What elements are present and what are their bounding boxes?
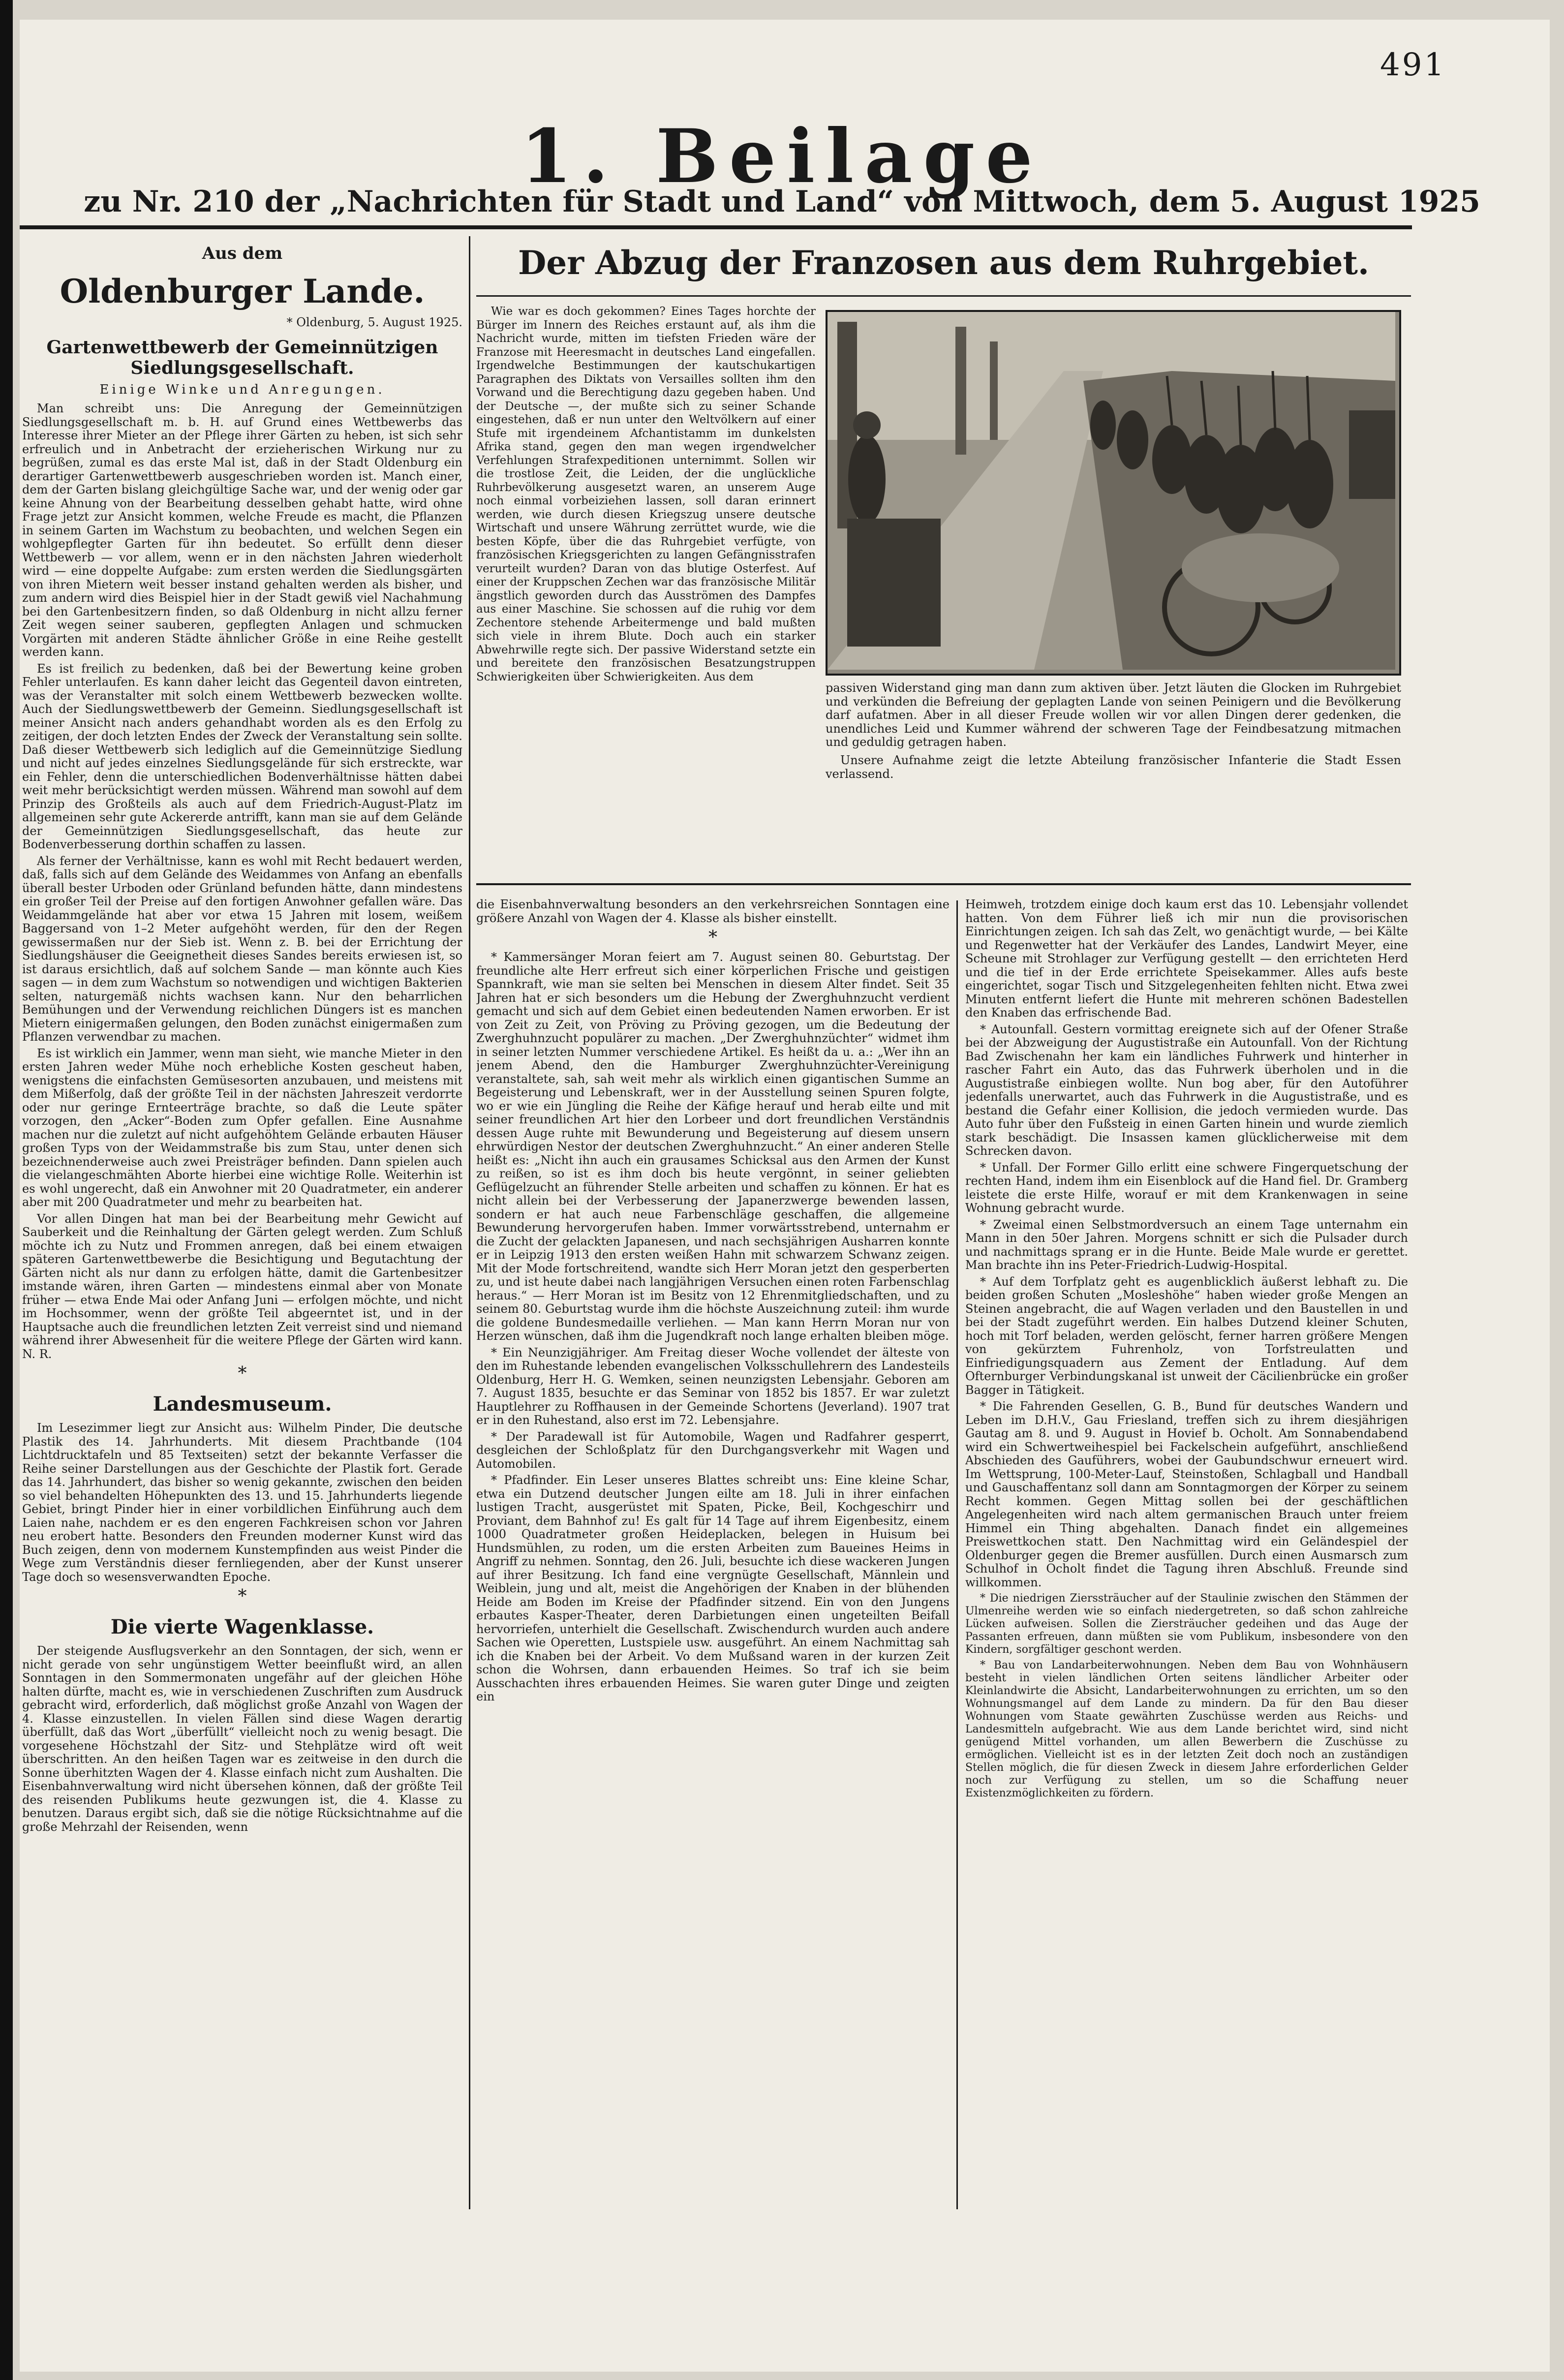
regional-section-title: Oldenburger Lande. bbox=[60, 272, 425, 310]
right-paragraph-gesellen: * Die Fahrenden Gesellen, G. B., Bund für deutsches Wandern und Leben im D.H.V., Gau Friesland, treffen sich zu ihrem diesjährigen Gautag am 8. und 9. August in Hovief b. Ocholt. Am Sonnabendabend wird ein Schwertweihespiel bei Fackelschein aufgeführt, anschließend Abschieden des Gauführers, wobei der Gaubundschwur erneuert wird. Im Wettsprung, 100-Meter-Lauf, Steinstoßen, Schlagball und Handball und Gauschaffentanz soll dann am Sonntagmorgen der Körper zu seinem Recht kommen. Gegen Mittag sollen bei der geschäftlichen Angelegenheiten wird nach altem germanischen Brauch unter freiem Himmel ein Thing abgehalten. Danach findet ein allgemeines Preiswettkochen statt. Den Nachmittag wird ein Geländespiel der Oldenburger gegen die Bremer ausfüllen. Durch einen Ausmarsch zum Schulhof in Ocholt findet die Tagung ihren Abschluß. Freunde sind willkommen. bbox=[965, 1399, 1408, 1589]
dateline: * Oldenburg, 5. August 1925. bbox=[286, 315, 462, 329]
feature-paragraph-1: Wie war es doch gekommen? Eines Tages horchte der Bürger im Innern des Reiches erstaunt auf, als ihm die Nachricht wurde, mitten im tiefsten Frieden wäre der Franzose mit Heeresmacht in deutsches Land eingefallen. Irgendwelche Bestimmungen der kautschukartigen Paragraphen des Diktats von Versailles sollten ihm den Vorwand und die Berechtigung dazu gegeben haben. Und der Deutsche —, der mußte sich zu seiner Schande eingestehen, daß er nun unter den Weltvölkern auf einer Stufe mit irgendeinem Afchantistamm im dunkelsten Afrika stand, gegen den man wegen irgendwelcher Verfehlungen Strafexpeditionen unternimmt. Sollen wir die trostlose Zeit, die Leiden, der die unglückliche Ruhrbevölkerung ausgesetzt waren, an unserem Auge noch einmal vorbeiziehen lassen, soll daran erinnert werden, wie durch diesen Kriegszug unsere deutsche Wirtschaft und unsere Währung zerrüttet wurde, wie die besten Köpfe, über die das Ruhrgebiet verfügte, von französischen Kriegsgerichten zu langen Gefängnisstrafen verurteilt wurden? Daran von das blutige Osterfest. Auf einer der Kruppschen Zechen war das französische Militär ängstlich geworden durch das Ausströmen des Dampfes aus einer Maschine. Sie schossen auf die ruhig vor dem Zechentore stehende Arbeitermenge und bald mußten sich viele in ihrem Blute. Doch auch ein starker Abwehrwille regte sich. Der passive Widerstand setzte ein und bereitete den französischen Besatzungstruppen Schwierigkeiten über Schwierigkeiten. Aus dem bbox=[476, 305, 816, 683]
right-paragraph-unfall: * Unfall. Der Former Gillo erlitt eine schwere Fingerquetschung der rechten Hand, indem ihm ein Eisenblock auf die Hand fiel. Dr. Gramberg leistete die erste Hilfe, worauf er mit dem Krankenwagen in seine Wohnung gebracht wurde. bbox=[965, 1160, 1408, 1215]
wagenklasse-paragraph-1: Der steigende Ausflugsverkehr an den Sonntagen, der sich, wenn er nicht gerade von sehr ungünstigem Wetter beeinflußt wird, an allen Sonntagen in den Sommermonaten ungefähr auf der gleichen Höhe halten dürfte, macht es, wie in verschiedenen Zuschriften zum Ausdruck gebracht wird, erforderlich, daß möglichst große Anzahl von Wagen der 4. Klasse einzustellen. In vielen Fällen sind diese Wagen derartig überfüllt, daß das Wort „überfüllt“ vielleicht noch zu wenig besagt. Die vorgesehene Höchstzahl der Sitz- und Stehplätze wird oft weit überschritten. An den heißen Tagen war es zeitweise in den durch die Sonne überhitzten Wagen der 4. Klasse einfach nicht zum Aushalten. Die Eisenbahnverwaltung wird nicht übersehen können, daß der größte Teil des reisenden Publikums heute gezwungen ist, die 4. Klasse zu benutzen. Daraus ergibt sich, daß sie die nötige Rücksichtnahme auf die große Mehrzahl der Reisenden, wenn bbox=[22, 1644, 462, 1834]
article-title-garden: Gartenwettbewerb der Gemeinnützigen Siedlungsgesellschaft. bbox=[46, 337, 438, 378]
regional-kicker: Aus dem bbox=[202, 244, 283, 263]
article-title-wagenklasse: Die vierte Wagenklasse. bbox=[110, 1615, 374, 1638]
column-divider-center bbox=[956, 900, 958, 2209]
article-subtitle-garden: Einige Winke und Anregungen. bbox=[99, 382, 385, 397]
separator-star: * bbox=[708, 927, 717, 948]
separator-star: * bbox=[238, 1363, 247, 1384]
photo-caption: Unsere Aufnahme zeigt die letzte Abteilung französischer Infanterie die Stadt Essen verlassend. bbox=[826, 753, 1401, 781]
right-paragraph-torfplatz: * Auf dem Torfplatz geht es augenblicklich äußerst lebhaft zu. Die beiden großen Schuten „Mosleshöhe“ haben wieder große Mengen an Steinen angebracht, die auf Wagen verladen und den Baustellen in und bei der Stadt zugeführt werden. Ein halbes Dutzend kleiner Schuten, hoch mit Torf beladen, werden gelöscht, ferner harren größere Mengen von gekürztem Fuhrenholz, von Torfstreulatten und Einfriedigungsquadern aus Zement der Entladung. Auf dem Ofternburger Verbindungskanal ist unweit der Cäcilienbrücke ein großer Bagger in Tätigkeit. bbox=[965, 1274, 1408, 1397]
right-paragraph-selbstmord: * Zweimal einen Selbstmordversuch an einem Tage unternahm ein Mann in den 50er Jahren. Morgens schnitt er sich die Pulsader durch und nachmittags sprang er in die Hunte. Beide Male wurde er gerettet. Man brachte ihn ins Peter-Friedrich-Ludwig-Hospital. bbox=[965, 1217, 1408, 1272]
column-divider-left bbox=[469, 236, 470, 2209]
center-paragraph-neunzig: * Ein Neunzigjähriger. Am Freitag dieser Woche vollendet der älteste von den im Ruhestande lebenden evangelischen Volksschullehrern des Landesteils Oldenburg, Herr H. G. Wemken, seinen neunzigsten Lebensjahr. Geboren am 7. August 1835, besuchte er das Seminar von 1852 bis 1857. Er war zuletzt Hauptlehrer zu Roffhausen in der Gemeinde Schortens (Jeverland). 1907 trat er in den Ruhestand, also erst im 72. Lebensjahre. bbox=[476, 1345, 950, 1427]
feature-bottom-rule bbox=[476, 883, 1411, 885]
center-paragraph-moran: * Kammersänger Moran feiert am 7. August seinen 80. Geburtstag. Der freundliche alte Herr erfreut sich einer körperlichen Frische und geistigen Spannkraft, wie man sie selten bei Menschen in diesem Alter findet. Seit 35 Jahren hat er sich besonders um die Hebung der Zwerghuhnzucht verdient gemacht und sich auf dem Gebiet einen bedeutenden Namen erworben. Er ist von Zeit zu Zeit, von Pröving zu Pröving gezogen, um die Bedeutung der Zwerghuhnzucht populärer zu machen. „Der Zwerghuhnzüchter“ widmet ihm in seiner letzten Nummer verschiedene Artikel. Es heißt da u. a.: „Wer ihn an jenem Abend, den die Hamburger Zwerghuhnzüchter-Vereinigung veranstaltete, sah, sah weit mehr als wirklich einen gigantischen Summe an Begeisterung und Lebenskraft, wer in der Ausstellung seinen Spuren folgte, wo er wie ein Jüngling die Reihe der Käfige herauf und herab eilte und mit seiner freundlichen Art hier den Lorbeer und dort freundlichen Verständnis dessen Auge ruhte mit Bewunderung und Begeisterung auf diesem unsern ehrwürdigen Nestor der deutschen Zwerghuhnzucht.“ An einer anderen Stelle heißt es: „Nicht ihn auch ein grausames Schicksal aus den Armen der Kunst zu reißen, so ist es ihm doch bis heute vergönnt, in seiner geliebten Geflügelzucht an führender Stelle arbeiten und schaffen zu können. Er hat es nicht allein bei der Verbesserung der Japanerzwerge bewenden lassen, sondern er hat auch neue Farbenschläge geschaffen, die allgemeine Bewunderung hervorgerufen haben. Immer vorwärtsstrebend, unternahm er die Zucht der gelackten Japanesen, und nach sechsjährigen Ausharren konnte er in Leipzig 1913 den ersten weißen Hahn mit schwarzem Schwanz zeigen. Mit der Mode fortschreitend, wandte sich Herr Moran jetzt den gesperberten zu, und ist heute dabei nach langjährigen Versuchen einen roten Farbenschlag heraus.“ — Herr Moran ist im Besitz von 12 Ehrenmitgliedschaften, und zu seinem 80. Geburtstag wurde ihm die höchste Auszeichnung zuteil: ihm wurde die goldene Bundesmedaille verliehen. — Man kann Herrn Moran nur von Herzen wünschen, daß ihm die Jugendkraft noch lange erhalten bleiben möge. bbox=[476, 950, 950, 1343]
feature-paragraph-2: passiven Widerstand ging man dann zum aktiven über. Jetzt läuten die Glocken im Ruhrgebiet und verkünden die Befreiung der geplagten Lande von seinen Peinigern und die Bevölkerung darf aufatmen. Aber in all dieser Freude wollen wir vor allen Dingen derer gedenken, die unendliches Leid und Kummer während der schweren Tage der Feindbesatzung mitmachen und geduldig getragen haben. bbox=[826, 681, 1401, 749]
right-paragraph-1: Heimweh, trotzdem einige doch kaum erst das 10. Lebensjahr vollendet hatten. Von dem Führer ließ ich mir nun die provisorischen Einrichtungen zeigen. Ich sah das Zelt, wo genächtigt wurde, — bei Kälte und Regenwetter hat der Verkäufer des Landes, Landwirt Meyer, eine Scheune mit Strohlager zur Verfügung gestellt — den errichteten Herd und die tief in der Erde errichtete Speisekammer. Alles aufs beste eingerichtet, sogar Tisch und Sitzgelegenheiten fehlten nicht. Etwa zwei Minuten entfernt liefert die Hunte mit mehreren schönen Badestellen den Knaben das erfrischende Bad. bbox=[965, 898, 1408, 1020]
headline-rule bbox=[476, 295, 1411, 297]
scan-edge bbox=[0, 0, 13, 2380]
feature-text-right bbox=[826, 681, 1401, 878]
main-headline: Der Abzug der Franzosen aus dem Ruhrgebiet. bbox=[518, 244, 1369, 282]
supplement-subtitle: zu Nr. 210 der „Nachrichten für Stadt und Land“ von Mittwoch, dem 5. August 1925 bbox=[84, 185, 1480, 219]
garden-paragraph-5: Vor allen Dingen hat man bei der Bearbeitung mehr Gewicht auf Sauberkeit und die Reinhaltung der Gärten gelegt werden. Zum Schluß möchte ich zu Nutz und Frommen anregen, daß bei einem etwaigen späteren Gartenwettbewerbe die Besichtigung und Begutachtung der Gärten nicht als nur dann zu erfolgen hätte, damit die Gartenbesitzer imstande wären, ihren Garten — mindestens einmal aber von Monate früher — etwa Ende Mai oder Anfang Juni — erfolgen möchte, und nicht im Hochsommer, wenn der größte Teil abgeerntet ist, und in der Hauptsache auch die freundlichen letzten Zeit verreist sind und niemand während ihrer Abwesenheit für die weitere Pflege der Gärten wird kann. N. R. bbox=[22, 1211, 462, 1361]
left-column bbox=[22, 239, 462, 2217]
garden-paragraph-1: Man schreibt uns: Die Anregung der Gemeinnützigen Siedlungsgesellschaft m. b. H. auf Grund eines Wettbewerbs das Interesse ihrer Mieter an der Pflege ihrer Gärten zu heben, ist sich sehr erfreulich und in Anbetracht der erzieherischen Wirkung nur zu begrüßen, zumal es das erste Mal ist, daß in der Stadt Oldenburg ein derartiger Gartenwettbewerb ausgeschrieben worden ist. Manch einer, dem der Garten bislang gleichgültige Sache war, und der wenig oder gar keine Ahnung von der Bearbeitung desselben gehabt hatte, wird ohne Frage jetzt zur Ansicht kommen, welche Freude es macht, die Pflanzen in seinem Garten im Wachstum zu beobachten, und welchen Segen ein wohlgepflegter Garten für ihn bedeutet. So erfüllt denn dieser Wettbewerb — vor allem, wenn er in den nächsten Jahren wiederholt wird — eine doppelte Aufgabe: zum ersten werden die Siedlungsgärten von ihren Mietern weit besser instand gehalten werden als bisher, und zum andern wird dies Beispiel hier in der Stadt gewiß viel Nachahmung bei den Gartenbesitzern finden, so daß Oldenburg in nicht allzu ferner Zeit wegen seiner sauberen, gepflegten Anlagen und schmucken Vorgärten mit anderen Städte ähnlicher Größe in eine Reihe gestellt werden kann. bbox=[22, 402, 462, 659]
center-paragraph-1: die Eisenbahnverwaltung besonders an den verkehrsreichen Sonntagen eine größere Anzahl von Wagen der 4. Klasse als bisher einstellt. bbox=[476, 898, 950, 925]
center-column bbox=[476, 898, 950, 2217]
supplement-title: 1. Beilage bbox=[521, 113, 1043, 200]
article-title-museum: Landesmuseum. bbox=[153, 1392, 332, 1416]
troops-photo-illustration bbox=[828, 312, 1395, 670]
separator-star: * bbox=[238, 1586, 247, 1607]
page-number: 491 bbox=[1380, 47, 1446, 83]
feature-text-left bbox=[476, 305, 816, 876]
right-paragraph-zierstraeucher: * Die niedrigen Zierssträucher auf der Staulinie zwischen den Stämmen der Ulmenreihe werden wie so einfach niedergetreten, so daß schon zahlreiche Lücken aufweisen. Sollen die Ziersträucher gedeihen und das Auge der Passanten erfreuen, dann müßten sie vom Publikum, insbesondere von den Kindern, sorgfältiger geschont werden. bbox=[965, 1592, 1408, 1656]
right-column bbox=[965, 898, 1408, 2217]
center-paragraph-paradewall: * Der Paradewall ist für Automobile, Wagen und Radfahrer gesperrt, desgleichen der Schloßplatz für den Durchgangsverkehr mit Wagen und Automobilen. bbox=[476, 1429, 950, 1471]
museum-paragraph-1: Im Lesezimmer liegt zur Ansicht aus: Wilhelm Pinder, Die deutsche Plastik des 14. Jahrhunderts. Mit diesem Prachtbande (104 Lichtdrucktafeln und 85 Textseiten) setzt der bekannte Verfasser die Reihe seiner Darstellungen aus der Geschichte der Plastik fort. Gerade das 14. Jahrhundert, das bisher so wenig gekannte, zwischen den beiden so viel behandelten Höhepunkten des 13. und 15. Jahrhunderts liegende Gebiet, bringt Pinder hier in einer vorbildlichen Einführung auch dem Laien nahe, nachdem er es den engeren Fachkreisen schon vor Jahren neu erobert hatte. Besonders den Freunden moderner Kunst wird das Buch zeigen, denn von modernem Kunstempfinden aus weist Pinder die Wege zum Verständnis dieser fernliegenden, aber der Kunst unserer Tage doch so wesensverwandten Epoche. bbox=[22, 1421, 462, 1584]
right-paragraph-landarbeiter: * Bau von Landarbeiterwohnungen. Neben dem Bau von Wohnhäusern besteht in vielen ländlichen Orten seitens ländlicher Arbeiter oder Kleinlandwirte die Absicht, Landarbeiterwohnungen zu errichten, um so den Wohnungsmangel auf dem Lande zu mindern. Da für den Bau dieser Wohnungen vom Staate gewährten Zuschüsse werden aus Reichs- und Landesmitteln aufgebracht. Wie aus dem Lande berichtet wird, sind nicht genügend Mittel vorhanden, um allen Bewerbern die Zuschüsse zu ermöglichen. Vielleicht ist es in der letzten Zeit doch noch an zuständigen Stellen möglich, die für diesen Zweck in diesem Jahre erforderlichen Gelder noch zur Verfügung zu stellen, um so die Schaffung neuer Existenzmöglichkeiten zu fördern. bbox=[965, 1659, 1408, 1799]
right-paragraph-autounfall: * Autounfall. Gestern vormittag ereignete sich auf der Ofener Straße bei der Abzweigung der Augustistraße ein Autounfall. Von der Richtung Bad Zwischenahn her kam ein ländliches Fuhrwerk und hinterher in rascher Fahrt ein Auto, das das Fuhrwerk überholen und in die Augustistraße einbiegen wollte. Nun bog aber, für den Autoführer jedenfalls unerwartet, auch das Fuhrwerk in die Augustistraße, und es bestand die Gefahr einer Kollision, die jedoch vermieden wurde. Das Auto fuhr über den Fußsteig in einen Garten hinein und wurde ziemlich stark beschädigt. Die Insassen kamen glücklicherweise mit dem Schrecken davon. bbox=[965, 1022, 1408, 1158]
garden-paragraph-4: Es ist wirklich ein Jammer, wenn man sieht, wie manche Mieter in den ersten Jahren weder Mühe noch erhebliche Kosten gescheut haben, wenigstens die einfachsten Gemüsesorten anzubauen, und meistens mit dem Mißerfolg, daß der größte Teil in der nächsten Jahreszeit verdorrte oder nur geringe Ernteerträge brachte, so daß die Leute später vorzogen, den „Acker“-Boden zum Opfer gefallen. Eine Ausnahme machen nur die zuletzt auf nicht aufgehöhtem Gelände erbauten Häuser großen Typs von der Weidammstraße bis zum Stau, unter denen sich bezeichnenderweise auch zwei Preisträger befinden. Dann spielen auch die vielangeschmähten Aborte hierbei eine wichtige Rolle. Weiterhin ist es wohl ungerecht, daß ein Anwohner mit 20 Quadratmeter, ein anderer aber mit 200 Quadratmeter und mehr zu bearbeiten hat. bbox=[22, 1046, 462, 1209]
garden-paragraph-2: Es ist freilich zu bedenken, daß bei der Bewertung keine groben Fehler unterlaufen. Es kann daher leicht das Gegenteil davon eintreten, was der Veranstalter mit solch einem Wettbewerb bezwecken wollte. Auch der Siedlungswettbewerb der Gemeinn. Siedlungsgesellschaft ist meiner Ansicht nach anders gehandhabt worden als es den Erfolg zu zeitigen, der doch letzten Endes der Zweck der Veranstaltung sein sollte. Daß dieser Wettbewerb sich lediglich auf die Gemeinnützige Siedlung und nicht auf jedes einzelnes Siedlungsgelände für sich erstreckte, war ein Fehler, denn die unterschiedlichen Bodenverhältnisse hätten dabei weit mehr berücksichtigt werden müssen. Während man sowohl auf dem Prinzip des Großteils als auch auf dem Friedrich-August-Platz im allgemeinen sehr gute Ackererde antrifft, kann man sie auf dem Gelände der Gemeinnützigen Siedlungsgesellschaft, das heute zur Bodenverbesserung dorthin schaffen zu lassen. bbox=[22, 661, 462, 851]
garden-paragraph-3: Als ferner der Verhältnisse, kann es wohl mit Recht bedauert werden, daß, falls sich auf dem Gelände des Weidammes von Anfang an ebenfalls überall bester Urboden oder Grünland befunden hätte, dann mindestens ein großer Teil der Preise auf den fortigen Anwohner gefallen wäre. Das Weidammgelände hat aber vor etwa 15 Jahren mit losem, weißem Baggersand von 1–2 Meter aufgehöht werden, für den der Regen gewissermaßen nur der Sieb ist. Wenn z. B. bei der Errichtung der Siedlungshäuser die Geeignetheit dieses Sandes bereits erwiesen ist, so ist daraus ersichtlich, daß auf solchem Sande — man könnte auch Kies sagen — in dem zum Wachstum so notwendigen und wichtigen Bakterien selten, naturgemäß nichts wachsen kann. Nur den beharrlichen Bemühungen und der Verwendung reichlichen Düngers ist es manchen Mietern einigermaßen gelungen, den Boden zunächst einigermaßen zum Pflanzen verwendbar zu machen. bbox=[22, 854, 462, 1044]
troops-photo bbox=[826, 310, 1401, 676]
masthead-rule bbox=[20, 225, 1412, 229]
center-paragraph-pfadfinder: * Pfadfinder. Ein Leser unseres Blattes schreibt uns: Eine kleine Schar, etwa ein Dutzend deutscher Jungen eilte am 18. Juli in ihrer einfachen lustigen Tracht, ausgerüstet mit Spaten, Picke, Beil, Kochgeschirr und Proviant, dem Bahnhof zu! Es galt für 14 Tage auf ihrem Eigenbesitz, einem 1000 Quadratmeter großen Heideplacken, belegen in Huisum bei Hundsmühlen, zu roden, um die ersten Arbeiten zum Baueines Heims in Angriff zu nehmen. Sonntag, den 26. Juli, besuchte ich diese wackeren Jungen auf ihrer Besitzung. Ich fand eine vergnügte Gesellschaft, Männlein und Weiblein, jung und alt, meist die Angehörigen der Knaben in der blühenden Heide am Boden im Kreise der Pfadfinder sitzend. Ein von den Jungens erbautes Kasper-Theater, deren Darbietungen einen ungeteilten Beifall hervorriefen, unterhielt die Gesellschaft. Zwischendurch wurden auch andere Sachen wie Operetten, Lustspiele usw. ausgeführt. An einem Nachmittag sah ich die Knaben bei der Arbeit. Vo dem Mußsand waren in der kurzen Zeit schon die Wohrsen, dann erbauenden Heimes. So traf ich sie beim Ausschachten ihres erbauenden Heimes. Sie waren guter Dinge und zeigten ein bbox=[476, 1473, 950, 1703]
